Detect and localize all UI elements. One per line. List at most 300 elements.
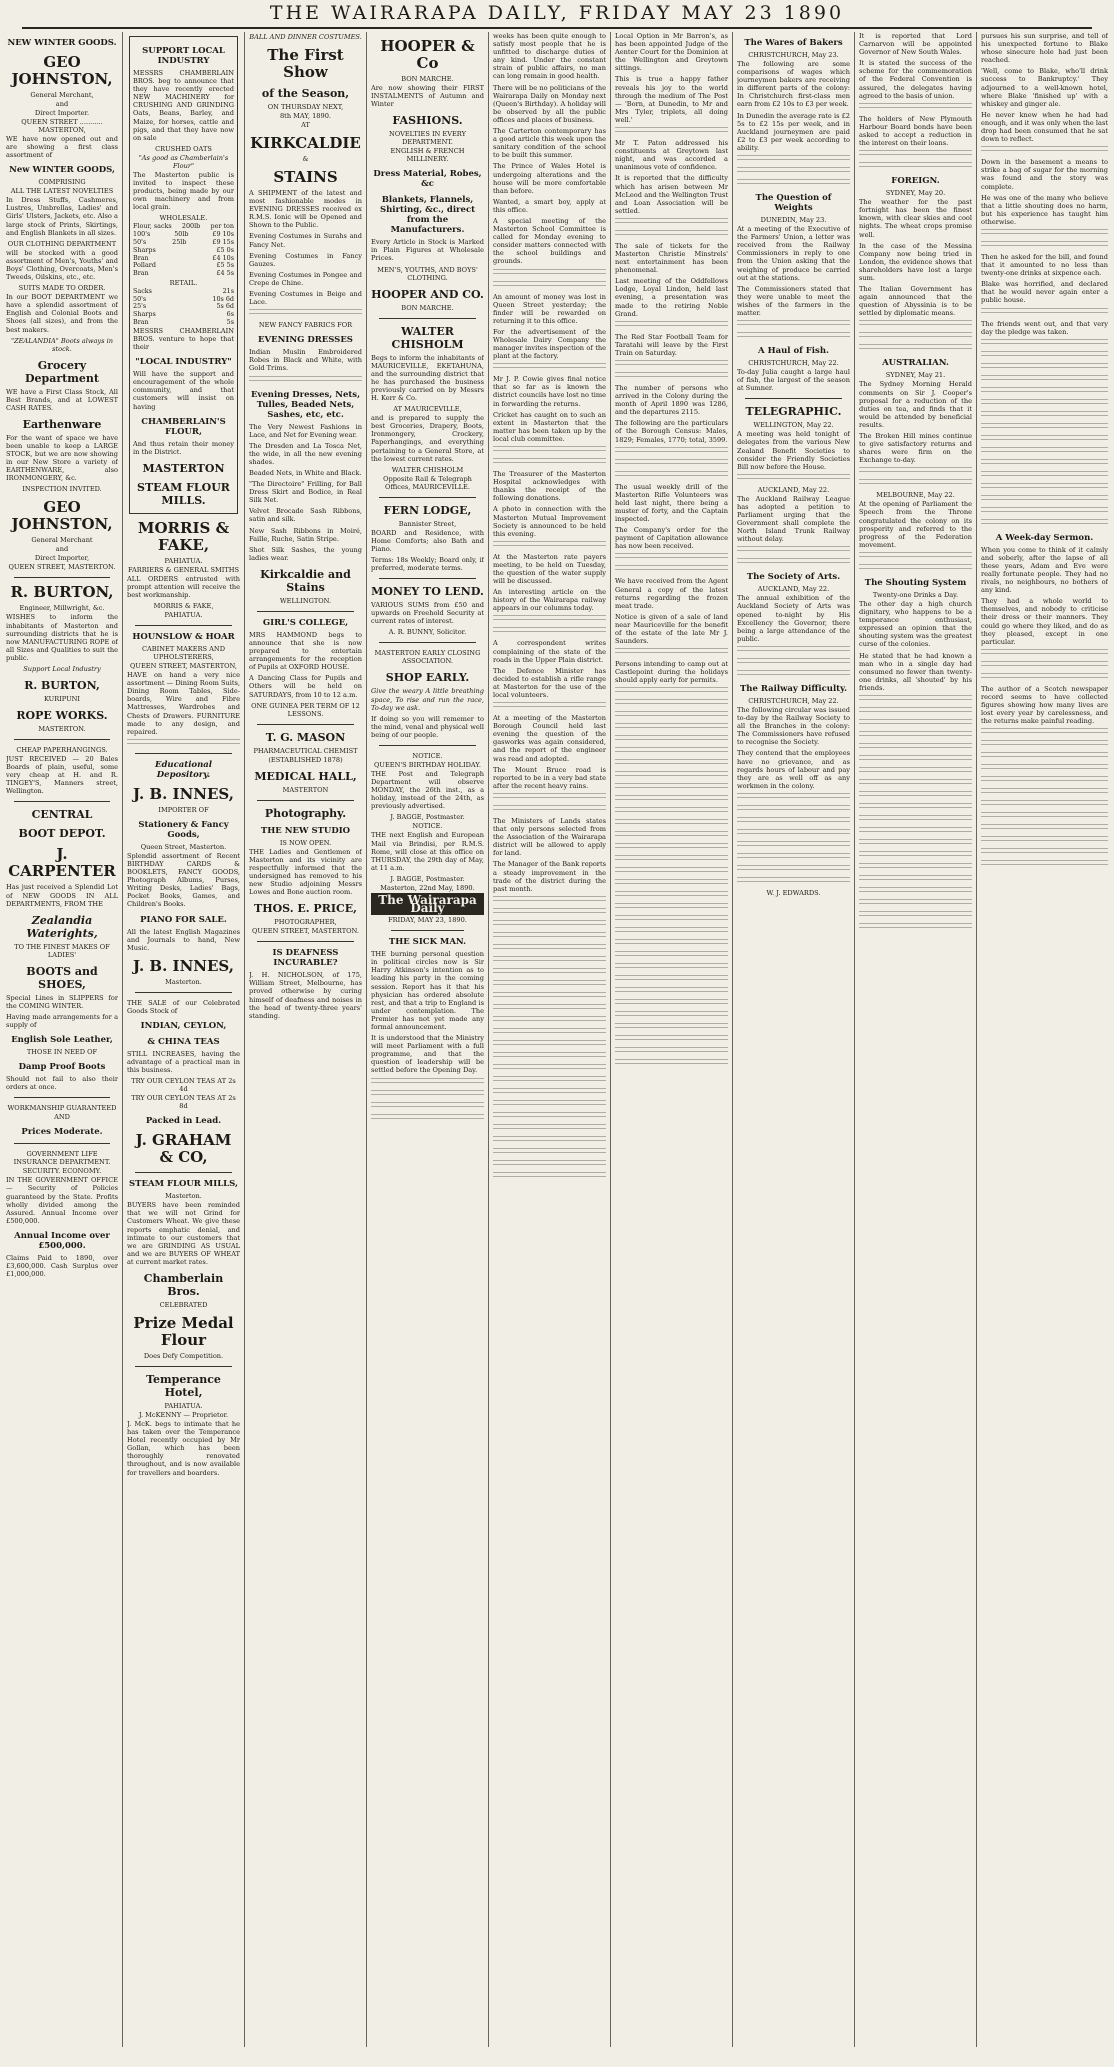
messrs-text: MESSRS CHAMBERLAIN BROS. venture to hope that their: [133, 326, 234, 352]
blankets: Blankets, Flannels, Shirting, &c., direct from the Manufacturers.: [379, 195, 476, 236]
society-dateline: AUCKLAND, May 22.: [757, 585, 830, 594]
column-3: [249, 32, 362, 2047]
wares-dateline: CHRISTCHURCH, May 23.: [748, 51, 839, 59]
innes-name: J. B. INNES,: [133, 784, 234, 803]
geo-text: WE have now opened out and are showing a first class assortment of: [6, 135, 118, 160]
china-teas: & CHINA TEAS: [147, 1036, 220, 1047]
price-cell: 21s: [222, 286, 234, 295]
muslin-text: Indian Muslin Embroidered Robes in Black and White, with Gold Trims.: [249, 348, 362, 373]
news-item: Local Option in Mr Barron's, as has been appointed Judge of the Aenter Court for the Dominion at the Wellington and Greytown sittings.: [615, 32, 728, 73]
geo-role: General Merchant,: [30, 91, 94, 99]
hounslow-text: HAVE on hand a very nice assortment — Dining Room Suits, Dining Room Tables, Side-boards, Wire and Fibre Mattresses, Wardrobes and Chests of Drawers. FURNITURE made to any design, and repaired.: [127, 671, 240, 736]
flour-price-table: [133, 223, 234, 278]
arrangements: Having made arrangements for a supply of: [6, 1012, 118, 1030]
ball-costumes: BALL AND DINNER COSTUMES.: [249, 33, 362, 41]
mason-sub: PHARMACEUTICAL CHEMIST: [253, 746, 358, 755]
stains: STAINS: [273, 168, 338, 186]
price-cell: 5s 6d: [216, 302, 234, 311]
price-cell: £9 10s: [212, 230, 234, 239]
money-to-lend: MONEY TO LEND.: [371, 585, 484, 599]
sermon-heading: A Week-day Sermon.: [995, 532, 1094, 543]
try-ceylon-2: TRY OUR CEYLON TEAS AT 2s 8d: [131, 1094, 236, 1111]
dancing-text: A Dancing Class for Pupils and Others will be held on SATURDAYS, from 10 to 12 a.m.: [249, 674, 362, 699]
notice: NOTICE.: [412, 752, 443, 760]
early-closing: MASTERTON EARLY CLOSING ASSOCIATION.: [374, 649, 481, 666]
news-item: The friends went out, and that very day the pledge was taken.: [981, 319, 1108, 336]
shop-early: SHOP EARLY.: [385, 671, 470, 685]
morris-sub: FARRIERS & GENERAL SMITHS: [127, 565, 240, 574]
papers-text: All the latest English Magazines and Journals to hand, New Music.: [127, 927, 240, 952]
sash-text: New Sash Ribbons in Moiré, Faille, Ruche, Satin Stripe.: [249, 526, 362, 543]
morris-text: ALL ORDERS entrusted with prompt attention will receive the best workmanship.: [127, 574, 240, 599]
innes-role: IMPORTER OF: [158, 805, 209, 814]
clothing-text: will be stocked with a good assortment of Men's, Youths' and Boys' Clothing, Overcoats, Men's Tweeds, Oilskins, etc., etc.: [6, 248, 118, 282]
indian-ceylon: INDIAN, CEYLON,: [140, 1020, 227, 1031]
geo2-role: General Merchant: [31, 536, 93, 545]
zealandia-line: "ZEALANDIA" Boots always in stock.: [11, 336, 113, 353]
hounslow-hoar: HOUNSLOW & HOAR: [132, 632, 235, 643]
news-item: At a meeting of the Masterton Borough Council held last evening the question of the gasworks was again considered, and the report of the engineer was read and adopted.: [493, 714, 606, 763]
packed-lead: Packed in Lead.: [145, 1116, 222, 1127]
boot-depot: BOOT DEPOT.: [18, 827, 106, 841]
column-6: [615, 32, 728, 2047]
australian-text: The Sydney Morning Herald comments on Sir J. Cooper's proposal for a reduction of the duties on tea, and finds that it would be attended by beneficial results.: [859, 380, 972, 429]
tea-text: STILL INCREASES, having the advantage of a practical man in this business.: [127, 1049, 240, 1075]
show-text: A SHIPMENT of the latest and most fashionable modes in EVENING DRESSES received ex R.M.S. Ionic will be Opened and Shown to the Public.: [249, 189, 362, 230]
silk-lace-text: Shot Silk Sashes, the young ladies wear.: [249, 545, 362, 562]
hounslow-address: QUEEN STREET, MASTERTON,: [130, 662, 237, 671]
central: CENTRAL: [31, 808, 93, 822]
grocery-heading: Grocery Department: [25, 358, 99, 385]
bon-marche-2: BON MARCHE.: [401, 303, 454, 312]
foreign-heading: FOREIGN.: [891, 176, 940, 187]
tea-intro: THE SALE of our Celebrated Goods Stock of: [127, 998, 240, 1015]
sick-man-text-2: It is understood that the Ministry will meet Parliament with a full programme, and that the question of leadership will be settled before the Opening Day.: [371, 1034, 484, 1075]
sick-man-heading: THE SICK MAN.: [388, 937, 467, 948]
column-rule: [854, 32, 855, 2047]
society-arts-heading: The Society of Arts.: [746, 572, 841, 583]
retail: RETAIL.: [169, 278, 198, 287]
girls-text: MRS HAMMOND begs to announce that she is now prepared to entertain arrangements for the reception of Pupils at OXFORD HOUSE.: [249, 630, 362, 672]
queens-birthday: QUEEN'S BIRTHDAY HOLIDAY.: [374, 761, 481, 769]
morris-location: PAHIATUA.: [164, 611, 203, 620]
price-cell: 50lb: [174, 230, 189, 239]
column-5: [493, 32, 606, 2047]
inspection: INSPECTION INVITED.: [22, 485, 102, 494]
price-address: QUEEN STREET, MASTERTON.: [252, 927, 359, 936]
earthenware-heading: Earthenware: [22, 417, 102, 431]
price-cell: 50's: [133, 237, 147, 246]
chisholm-text-2: and is prepared to supply the best Groceries, Drapery, Boots, Ironmongery, Crockery, Paperhangings, and everything pertaining to a General Store, at the lowest current rates.: [371, 414, 484, 463]
price-cell: £5 5s: [216, 261, 234, 270]
news-item: The Mount Bruce road is reported to be in a very bad state after the recent heavy rains.: [493, 765, 606, 790]
prize-sub: Does Defy Competition.: [143, 1352, 224, 1360]
temperance-hotel: Temperance Hotel,: [146, 1373, 221, 1399]
fern-lodge: FERN LODGE,: [383, 503, 472, 517]
australian-text-2: The Broken Hill mines continue to give satisfactory returns and shares were firm on the Exchange to-day.: [859, 432, 972, 465]
geo-address: QUEEN STREET ........... MASTERTON,: [21, 118, 103, 134]
notice-date: Masterton, 22nd May, 1890.: [380, 883, 475, 892]
winter-goods: New WINTER GOODS,: [9, 165, 115, 176]
auckland-dateline: AUCKLAND, May 22.: [757, 485, 830, 494]
price-cell: Pollard: [133, 261, 156, 270]
call-text: Should not fail to also their orders at once.: [6, 1075, 118, 1092]
burton-name: R. BURTON,: [10, 583, 114, 602]
newest-text: The Very Newest Fashions in Lace, and Net for Evening wear.: [249, 422, 362, 439]
hooper-name-2: HOOPER AND CO.: [371, 287, 484, 301]
telegraphic-text: A meeting was held tonight of delegates from the various New Zealand Benefit Societies to consider the Friendly Societies Bill now before the House.: [737, 430, 850, 471]
hooper-text: Are now showing their FIRST INSTALMENTS of Autumn and Winter: [371, 84, 484, 109]
price-cell: 10s 6d: [212, 294, 234, 303]
news-item: The Prince of Wales Hotel is undergoing alterations and the house will be more comfortable than before.: [493, 162, 606, 195]
those-in-need: THOSE IN NEED OF: [26, 1048, 98, 1057]
railway-text: The following circular was issued to-day by the Railway Society to all the Branches in the colony: The Commissioners have refused to recognise the Society.: [737, 705, 850, 747]
geo2-address: QUEEN STREET, MASTERTON.: [8, 563, 116, 572]
govt-heading: GOVERNMENT LIFE INSURANCE DEPARTMENT.: [13, 1150, 111, 1167]
masthead-rule: [22, 27, 1092, 29]
established: (ESTABLISHED 1878): [268, 755, 343, 764]
educational-depository: Educational Depository.: [154, 759, 213, 780]
boots-shoes: BOOTS and SHOES,: [26, 964, 98, 991]
news-item: pursues his sun surprise, and tell of his unexpected fortune to Blake whose sinecure hole had just been reached.: [981, 32, 1108, 65]
quote: "As good as Chamberlain's Flour": [138, 153, 229, 170]
steam-flour-mills-2: STEAM FLOUR MILLS,: [129, 1179, 238, 1190]
new-studio: THE NEW STUDIO: [260, 825, 351, 836]
novelties: ALL THE LATEST NOVELTIES: [10, 187, 114, 196]
kirkcaldie: KIRKCALDIE: [250, 134, 361, 152]
society-text: The annual exhibition of the Auckland Society of Arts was opened to-night by His Excellency the Governor, there being a large attendance of the public.: [737, 594, 850, 643]
special-lines: Special Lines in SLIPPERS for the COMING WINTER.: [6, 993, 118, 1010]
column-rule: [610, 32, 611, 2047]
zealandia-heading: Zealandia Waterights,: [26, 913, 98, 940]
crushed-oats: CRUSHED OATS: [155, 144, 212, 153]
price-cell: 50's: [133, 294, 147, 303]
medical-location: MASTERTON: [282, 785, 329, 794]
news-item: This is true a happy father reveals his joy to the world through the medium of The Post — 'Born, at Dunedin, to Mr and Mrs Tyler, triplets, all doing well.': [615, 75, 728, 124]
grocery-text: WE have a First Class Stock, All Best Brands, and at LOWEST CASH RATES.: [6, 387, 118, 412]
blankets-text: Every Article in Stock is Marked in Plain Figures at Wholesale Prices.: [371, 238, 484, 263]
news-item: The holders of New Plymouth Harbour Board bonds have been asked to accept a reduction in the interest on their loans.: [859, 114, 972, 148]
news-item: At the Masterton rate payers meeting, to be held on Tuesday, the question of the water supply will be discussed.: [493, 552, 606, 586]
new-fancy-fabrics: NEW FANCY FABRICS FOR: [258, 321, 353, 330]
foreign-text: The weather for the past fortnight has been the finest known, with clear skies and cool nights. The wheat crops promise well.: [859, 198, 972, 239]
geo-role-and: and: [55, 100, 69, 108]
news-item: Last meeting of the Oddfellows Lodge, Loyal Lindon, held last evening, a presentation was made to the retiring Noble Grand.: [615, 277, 728, 318]
govt-text: IN THE GOVERNMENT OFFICE — Security of Policies guaranteed by the State. Profits wholly divided among the Assured. Annual Income over £500,000.: [6, 1176, 118, 1225]
price-cell: 100's: [133, 230, 151, 239]
news-item: The Red Star Football Team for Taratahi will leave by the First Train on Saturday.: [615, 332, 728, 357]
dress-text: In Dress Stuffs, Cashmeres, Lustres, Umbrellas, Ladies' and Girls' Ulsters, Jackets, etc. Also a large stock of Prints, Skirtings, and English Blankets in all sizes.: [6, 196, 118, 237]
bagge-signature-2: J. BAGGE, Postmaster.: [390, 874, 465, 883]
price-cell: Sharps: [133, 310, 156, 319]
price-sub: PHOTOGRAPHER,: [274, 918, 337, 927]
celebrated: CELEBRATED: [159, 1301, 208, 1309]
price-row: [133, 270, 234, 278]
dress-material: Dress Material, Robes, &c: [373, 169, 482, 190]
price-cell: per ton: [210, 222, 234, 231]
haul-dateline: CHRISTCHURCH, May 22.: [748, 359, 839, 368]
news-item: Wanted, a smart boy, apply at this office.: [493, 197, 606, 214]
innes-role-2: Stationery & Fancy Goods,: [138, 819, 229, 840]
morris-signature: MORRIS & FAKE,: [153, 602, 214, 611]
news-item: Cricket has caught on to such an extent in Masterton that the matter has been taken up by the local club committee.: [493, 410, 606, 443]
news-item: He was one of the many who believe that a little shouting does no harm, but his experience has taught him otherwise.: [981, 193, 1108, 226]
prices: Prices Moderate.: [21, 1127, 103, 1138]
haul-heading: A Haul of Fish.: [758, 346, 829, 357]
ampersand: &: [302, 155, 309, 163]
govt-sub: SECURITY. ECONOMY.: [22, 1167, 102, 1176]
chisholm-name: WALTER CHISHOLM: [391, 324, 464, 351]
shop-text: Give the weary A little breathing space, To rise and run the race, To-day we ask.: [371, 687, 484, 712]
kuripuni: KURIPUNI: [43, 695, 81, 703]
retail-price-table: [133, 288, 234, 327]
wellington: WELLINGTON.: [279, 596, 332, 605]
price-cell: 6s: [226, 310, 234, 319]
railway-dateline: CHRISTCHURCH, May 22.: [748, 696, 839, 705]
shouting-sub: Twenty-one Drinks a Day.: [872, 590, 959, 599]
news-item: The Defence Minister has decided to establish a rifle range at Masterton for the use of the local volunteers.: [493, 666, 606, 699]
shop-text-2: If doing so you will rememer to the mind, venal and physical well being of our people.: [371, 714, 484, 739]
news-item: Down in the basement a means to strike a bag of sugar for the morning was found and the story was complete.: [981, 158, 1108, 191]
masterton-2: Masterton.: [165, 1192, 202, 1201]
pahiatua: PAHIATUA.: [164, 556, 203, 565]
fern-terms: Terms: 18s Weekly; Board only, if preferred, moderate terms.: [371, 555, 484, 573]
prize-medal-flour: Prize Medal Flour: [133, 1314, 234, 1349]
temperance-proprietor: J. McKENNY — Proprietor.: [138, 1411, 229, 1419]
price-name: THOS. E. PRICE,: [254, 902, 357, 916]
money-signature: A. R. BUNNY, Solicitor.: [388, 628, 467, 637]
annual-income: Annual Income over £500,000.: [14, 1230, 110, 1251]
melbourne-dateline: MELBOURNE, May 22.: [876, 491, 955, 500]
haul-text: To-day Julia caught a large haul of fish, the largest of the season at Sumner.: [737, 368, 850, 393]
news-item: Mr T. Paton addressed his constituents at Greytown last night, and was accorded a unanimous vote of confidence.: [615, 139, 728, 172]
price-row: [133, 319, 234, 327]
evening-gowns: Evening Costumes in Fancy Gauzes.: [249, 251, 362, 268]
news-item: 'Well, come to Blake, who'll drink success to Bankruptcy.' They adjourned to a well-known hotel, where Blake 'finished up' with a whiskey and ginger ale.: [981, 67, 1108, 108]
season: of the Season,: [261, 87, 350, 100]
kirkcaldie-stains: Kirkcaldie and Stains: [260, 567, 351, 594]
foreign-text-2: In the case of the Messina Company now being tried in London, the evidence shows that shareholders have lost a large sum.: [859, 241, 972, 282]
news-item: It is stated the success of the scheme for the commemoration of the Federal Convention is assured, the delegates having agreed to the basis of union.: [859, 59, 972, 100]
mason-name: T. G. MASON: [265, 730, 346, 744]
geo2-importer: Direct Importer,: [34, 554, 90, 563]
sick-man-text: THE burning personal question in political circles now is Sir Harry Atkinson's intention as to leading his party in the coming session. Report has it that his physician has ordered absolute rest, and that a trip to England is under contemplation. The Premier has not yet made any formal announcement.: [371, 950, 484, 1031]
telegraphic-dateline: WELLINGTON, May 22.: [753, 421, 834, 430]
foreign-text-3: The Italian Government has again announced that the question of Abyssinia is to be settled by diplomatic means.: [859, 285, 972, 318]
evening-cream: Evening Costumes in Pongee and Crepe de Chine.: [249, 270, 362, 287]
column-rule: [488, 32, 489, 2047]
column-rule: [976, 32, 977, 2047]
railway-signature: W. J. EDWARDS.: [766, 888, 821, 897]
temperance-text: J. McK. begs to intimate that he has taken over the Temperance Hotel recently occupied by Mr Gollan, which has been thoroughly renovated throughout, and is now available for travellers and boarders.: [127, 1420, 240, 1477]
try-ceylon-1: TRY OUR CEYLON TEAS AT 2s 4d: [131, 1077, 236, 1094]
news-item: It is reported that the difficulty which has arisen between Mr McLeod and the Wellington Trust and Loan Association will be settled.: [615, 174, 728, 215]
at-line: AT: [301, 121, 310, 129]
earthenware-text: For the want of space we have been unable to keep a LARGE STOCK, but we are now showing in our New Store a variety of EARTHENWARE, also IRONMONGERY, &c.: [6, 433, 118, 483]
weights-text-2: The Commissioners stated that they were unable to meet the wishes of the farmers in the matter.: [737, 284, 850, 317]
column-4: [371, 32, 484, 2047]
column-2: [127, 32, 240, 2047]
news-item: A photo in connection with the Masterton Mutual Improvement Society is announced to be held this evening.: [493, 505, 606, 538]
one-guinea: ONE GUINEA PER TERM OF 12 LESSONS.: [251, 701, 360, 718]
chisholm-signature: WALTER CHISHOLM: [391, 465, 464, 474]
beaded-nets: Beaded Nets, in White and Black.: [249, 468, 362, 477]
column-rule: [244, 32, 245, 2047]
mens-clothing: MEN'S, YOUTHS, AND BOYS' CLOTHING.: [377, 265, 478, 282]
local-industry-quote: "LOCAL INDUSTRY": [135, 357, 232, 368]
sermon-text-3: The author of a Scotch newspaper record seems to have collected figures showing how many lives are lost every year by carelessness, and the returns make painful reading.: [981, 684, 1108, 726]
evening-costumes: Evening Costumes in Surahs and Fancy Net.: [249, 232, 362, 249]
price-cell: Sharps: [133, 245, 156, 254]
paper-title: The Wairarapa Daily: [371, 893, 484, 915]
news-item: Blake was horrified, and declared that he would never again enter a public house.: [981, 280, 1108, 305]
railway-heading: The Railway Difficulty.: [739, 683, 848, 694]
photo-text: THE Ladies and Gentlemen of Masterton and its vicinity are respectfully informed that the undersigned has removed to his new Studio adjoining Messrs Lowes and Bone auction room.: [249, 847, 362, 897]
price-cell: £4 5s: [216, 269, 234, 278]
news-item: Then he asked for the bill, and found that it amounted to no less than twenty-one drinks at sixpence each.: [981, 252, 1108, 278]
news-item: A correspondent writes complaining of the state of the roads in the Upper Plain district.: [493, 639, 606, 664]
price-cell: 25's: [133, 302, 147, 311]
price-cell: Bran: [133, 253, 149, 262]
dress-hat: The Dresden and La Tosca Net, the wide, in all the new evening shades.: [249, 441, 362, 466]
winter-heading: NEW WINTER GOODS.: [7, 38, 117, 48]
at-mauriceville: AT MAURICEVILLE,: [393, 405, 462, 414]
sermon-text: When you come to think of it calmly and soberly, after the lapse of all these years, Adam and Eve were really fortunate people. They had no rivals, no neighbours, no bothers of any kind.: [981, 545, 1108, 595]
girls-college: GIRL'S COLLEGE,: [262, 617, 349, 628]
column-rule: [732, 32, 733, 2047]
news-item: The sale of tickets for the Masterton Christie Minstrels' next entertainment has been phenomenal.: [615, 241, 728, 275]
column-7: [737, 32, 850, 2047]
carpenter-name: J. CARPENTER: [8, 845, 116, 881]
carpenter-text: Has just received a Splendid Lot of NEW GOODS IN ALL DEPARTMENTS, FROM THE: [6, 883, 118, 908]
workmanship: WORKMANSHIP GUARANTEED: [7, 1104, 117, 1113]
wholesale: WHOLESALE.: [159, 214, 208, 223]
evening-rows: Evening Costumes in Beige and Lace.: [249, 290, 362, 307]
flour-text: And thus retain their money in the District.: [133, 439, 234, 456]
price-cell: £5 0s: [216, 245, 234, 254]
govt-bottom: Claims Paid to 1890, over £3,600,000. Cash Surplus over £1,000,000.: [6, 1253, 118, 1279]
news-item: The following are the particulars of the Borough Census: Males, 1829; Females, 1770; total, 3599.: [615, 419, 728, 444]
column-rule: [366, 32, 367, 2047]
news-item: The Ministers of Lands states that only persons selected from the Association of the Wairarapa district will be allowed to apply for land.: [493, 816, 606, 858]
quote-text: The Masterton public is invited to inspect these products, being made by our own machinery and from local grain.: [133, 170, 234, 212]
chisholm-text: Begs to inform the inhabitants of MAURICEVILLE, EKETAHUNA, and the surrounding district that he has purchased the business previously carried on by Messrs H. Kerr & Co.: [371, 353, 484, 403]
first-show: The First Show: [267, 46, 344, 81]
news-item: The Company's order for the payment of Capitation allowance has now been received.: [615, 526, 728, 551]
news-item: The number of persons who arrived in the Colony during the month of April 1890 was 1286, and the departures 2115.: [615, 384, 728, 417]
news-item: A special meeting of the Masterton School Committee is called for Monday evening to consider matters connected with the school buildings and grounds.: [493, 216, 606, 266]
australian-dateline: SYDNEY, May 21.: [885, 371, 946, 380]
news-item: The usual weekly drill of the Masterton Rifle Volunteers was held last night, there being a muster of forty, and the Captain inspected.: [615, 482, 728, 524]
steam-text: BUYERS have been reminded that we will not Grind for Customers Wheat. We give these reports emphatic denial, and intimate to our customers that we are GRINDING AS USUAL and we are BUYERS OF WHEAT at current market rates.: [127, 1201, 240, 1266]
wares-text: The following are some comparisons of wages which journeymen bakers are receiving in different parts of the colony: In Christchurch first-class men earn from £2 10s to £3 per week.: [737, 60, 850, 109]
australian-heading: AUSTRALIAN.: [882, 358, 949, 369]
photography: Photography.: [264, 806, 347, 820]
column-8: [859, 32, 972, 2047]
price-cell: 25lb: [172, 237, 187, 246]
column-9: [981, 32, 1108, 2047]
weights-text: At a meeting of the Executive of the Farmers' Union, a letter was received from the Railway Commissioners in reply to one from the Union asking that the weighing of produce be carried out at the stations.: [737, 225, 850, 282]
price-cell: Flour, sacks: [133, 222, 172, 231]
thursday: ON THURSDAY NEXT,: [267, 103, 344, 111]
news-item: It is reported that Lord Carnarvon will be appointed Governor of New South Wales.: [859, 32, 972, 57]
price-cell: Sacks: [133, 286, 152, 295]
steam-flour-mills: STEAM FLOUR MILLS.: [137, 480, 230, 507]
graham-name: J. GRAHAM & CO,: [135, 1131, 232, 1167]
masterton-heading: MASTERTON: [142, 461, 225, 475]
geo-role-importer: Direct Importer.: [34, 109, 90, 117]
news-item: The Manager of the Bank reports a steady improvement in the trade of the district during the past month.: [493, 860, 606, 893]
english-sole: English Sole Leather,: [11, 1035, 113, 1046]
news-item: The Carterton contemporary has a good article this week upon the sanitary condition of the school to be built this summer.: [493, 127, 606, 160]
masthead: THE WAIRARAPA DAILY, FRIDAY MAY 23 1890: [269, 2, 845, 24]
local-text: Will have the support and encouragement of the whole community, and that customers will insist on having: [133, 370, 234, 411]
shouting-text: The other day a high church dignitary, who happens to be a temperance enthusiast, expressed an opinion that the shouting system was the greatest curse of the colonies.: [859, 599, 972, 649]
railway-text-2: They contend that the employees have no grievance, and as regards hours of labour and pay they are as well off as any workmen in the colony.: [737, 749, 850, 790]
english-french: ENGLISH & FRENCH MILLINERY.: [390, 147, 465, 164]
evening-dresses-2: Evening Dresses, Nets, Tulles, Beaded Nets, Sashes, etc, etc.: [250, 389, 361, 420]
wares-text-2: In Dunedin the average rate is £2 5s to £2 15s per week, and in Auckland journeymen are paid £2 to £3 per week according to ability.: [737, 111, 850, 152]
shouting-heading: The Shouting System: [864, 577, 967, 588]
novelties-dept: NOVELTIES IN EVERY DEPARTMENT.: [389, 130, 466, 147]
column-1: [6, 32, 118, 2047]
burton-text: WISHES to inform the inhabitants of Masterton and surrounding districts that he is now MANUFACTURING ROPE of all Sizes and Qualities to suit the public.: [6, 613, 118, 662]
news-item: An interesting article on the history of the Wairarapa railway appears in our columns today.: [493, 588, 606, 613]
fashions: FASHIONS.: [392, 114, 463, 128]
fans-text: "The Directoire" Frilling, for Ball Dress Skirt and Bodice, in Real Silk Net.: [249, 480, 362, 505]
wares-heading: The Wares of Bakers: [744, 38, 843, 48]
news-item: There will be no politicians of the Wairarapa Daily on Monday next (Queen's Birthday). A holiday will be observed by all the public offices and places of business.: [493, 83, 606, 124]
paper-date: FRIDAY, MAY 23, 1890.: [388, 916, 467, 925]
foreign-dateline: SYDNEY, May 20.: [885, 189, 946, 198]
chamberlain-bros: Chamberlain Bros.: [143, 1272, 224, 1298]
hooper-name: HOOPER & Co: [380, 37, 475, 72]
velvet-text: Velvet Brocade Sash Ribbons, satin and silk.: [249, 507, 362, 524]
bannister-street: Bannister Street,: [398, 519, 457, 528]
and-line: AND: [54, 1113, 70, 1122]
news-item: For the advertisement of the Wholesale Dairy Company the manager invites inspection of the plant at the factory.: [493, 327, 606, 361]
queen-text: THE Post and Telegraph Department will observe MONDAY, the 26th inst., as a holiday, instead of the 24th, as previously advertised.: [371, 770, 484, 811]
innes-name-2: J. B. INNES,: [133, 956, 234, 975]
burton-role: Engineer, Millwright, &c.: [19, 604, 105, 613]
geo2-and: and: [55, 545, 69, 554]
comprising: COMPRISING: [38, 178, 86, 187]
price-cell: £4 10s: [212, 253, 234, 262]
hounslow-sub: CABINET MAKERS AND UPHOLSTERERS,: [142, 645, 225, 662]
piano-for-sale: PIANO FOR SALE.: [140, 914, 227, 925]
notice-2-text: THE next English and European Mail via Brindisi, per R.M.S. Rome, will close at this office on THURSDAY, the 29th day of May, at 11 a.m.: [371, 831, 484, 872]
geo-johnston-name: GEO JOHNSTON,: [11, 53, 113, 88]
price-cell: Bran: [133, 269, 149, 278]
deafness: IS DEAFNESS INCURABLE?: [272, 948, 339, 969]
cheap-text: JUST RECEIVED — 20 Bales Boards of plain, useful, some very cheap at H. and R. TINGEY'S, Manners street, Wellington.: [6, 755, 118, 796]
clothing-heading: OUR CLOTHING DEPARTMENT: [7, 239, 117, 248]
price-cell: £9 15s: [212, 237, 234, 246]
rope-location: MASTERTON.: [38, 725, 86, 733]
show-date: 8th MAY, 1890.: [279, 112, 331, 120]
chisholm-location: Opposite Rail & Telegraph Offices, MAURICEVILLE.: [383, 474, 472, 491]
news-item: He never knew when he had had enough, and it was only when the last drop had been consumed that he sat down to reflect.: [981, 110, 1108, 144]
price-cell: Bran: [133, 318, 149, 327]
boot-text: In our BOOT DEPARTMENT we have a splendid assortment of English and Colonial Boots and Shoes (all sizes), and from the best makers.: [6, 293, 118, 334]
rope-works: ROPE WORKS.: [16, 709, 108, 722]
news-item: The Treasurer of the Masterton Hospital acknowledges with thanks the receipt of the following donations.: [493, 470, 606, 503]
support-industry-heading: SUPPORT LOCAL INDUSTRY: [142, 46, 225, 66]
geo-johnston-name-2: GEO JOHNSTON,: [11, 498, 113, 534]
news-item: Notice is given of a sale of land near Mauriceville for the benefit of the estate of the late Mr J. Saunders.: [615, 612, 728, 646]
news-item: Persons intending to camp out at Castlepoint during the holidays should apply early for permits.: [615, 660, 728, 685]
deafness-text: J. H. NICHOLSON, of 175, William Street, Melbourne, has proved otherwise by curing himself of deafness and noises in the head of twenty-three years' standing.: [249, 971, 362, 1020]
